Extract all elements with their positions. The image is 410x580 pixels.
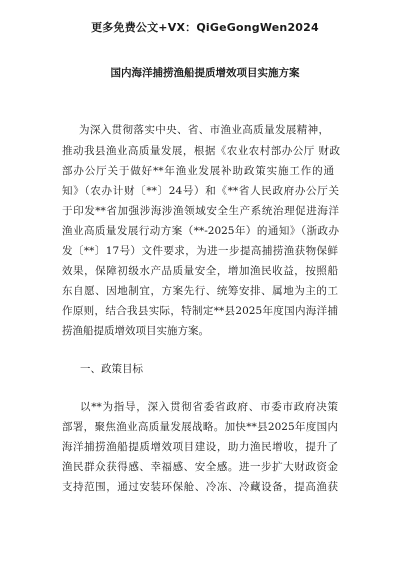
paragraph-line: 捞渔船提质增效项目实施方案。 bbox=[62, 325, 209, 337]
paragraph-line: 为深入贯彻落实中央、省、市渔业高质量发展精神， bbox=[79, 124, 329, 136]
paragraph-line: 发〔**〕17号）文件要求，为进一步提高捕捞渔获物保鲜 bbox=[62, 245, 338, 257]
paragraph-line: 渔民群众获得感、幸福感、安全感。进一步扩大财政资金 bbox=[62, 461, 338, 473]
paragraph-line: 作原则，结合我县实际，特制定**县2025年度国内海洋捕 bbox=[62, 305, 338, 317]
paragraph-line: 于印发**省加强涉海涉渔领域安全生产系统治理促进海洋 bbox=[62, 205, 339, 217]
paragraph-line: 效果，保障初级水产品质量安全，增加渔民收益，按照船 bbox=[62, 265, 338, 277]
watermark-header: 更多免费公文+VX：QiGeGongWen2024 bbox=[91, 21, 319, 34]
section-heading: 一、政策目标 bbox=[80, 363, 143, 375]
document-title: 国内海洋捕捞渔船提质增效项目实施方案 bbox=[110, 67, 300, 79]
paragraph-line: 部署，聚焦渔业高质量发展战略。加快**县2025年度国内 bbox=[62, 421, 338, 433]
paragraph-line: 渔业高质量发展行动方案（**-2025年）的通知》（浙政办 bbox=[62, 225, 339, 237]
paragraph-line: 以**为指导，深入贯彻省委省政府、市委市政府决策 bbox=[80, 401, 338, 413]
paragraph-line: 知》（农办计财〔**〕24号）和《**省人民政府办公厅关 bbox=[62, 185, 339, 197]
paragraph-line: 海洋捕捞渔船提质增效项目建设，助力渔民增收，提升了 bbox=[62, 441, 338, 453]
paragraph-line: 东自愿、因地制宜，方案先行、统筹安排、属地为主的工 bbox=[62, 285, 338, 297]
paragraph-line: 部办公厅关于做好**年渔业发展补助政策实施工作的通 bbox=[62, 165, 334, 177]
paragraph-line: 推动我县渔业高质量发展，根据《农业农村部办公厅 财政 bbox=[62, 145, 340, 157]
paragraph-line: 支持范围，通过安装环保舱、冷冻、冷藏设备，提高渔获 bbox=[62, 481, 338, 493]
